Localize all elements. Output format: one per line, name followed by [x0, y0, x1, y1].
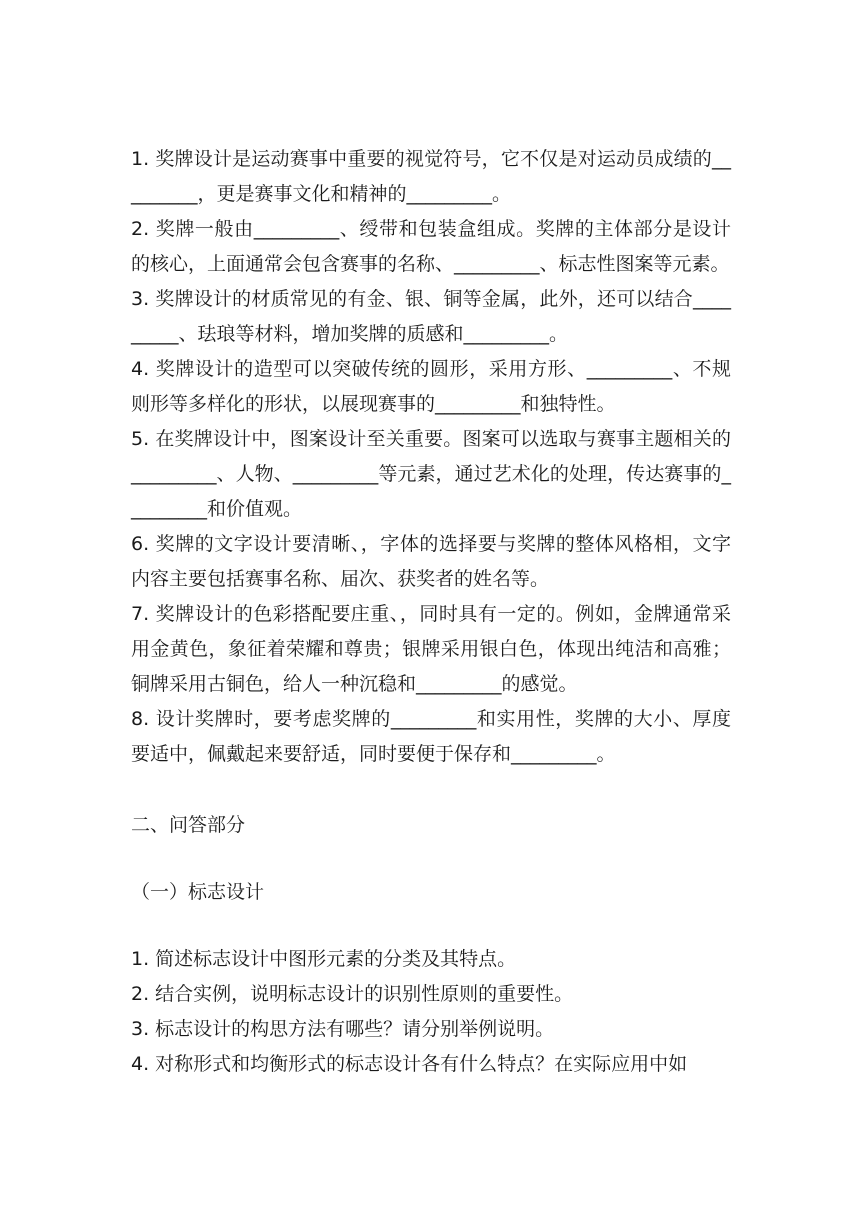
- question-item-4: 4. 对称形式和均衡形式的标志设计各有什么特点？在实际应用中如: [131, 1053, 688, 1075]
- fill-blank-item-8: 8. 设计奖牌时，要考虑奖牌的_________和实用性，奖牌的大小、厚度要适中，佩戴起来要舒适，同时要便于保存和_________。: [131, 708, 731, 765]
- fill-blank-item-3: 3. 奖牌设计的材质常见的有金、银、铜等金属，此外，还可以结合_________、珐琅等材料，增加奖牌的质感和_________。: [131, 288, 731, 345]
- fill-blank-item-5: 5. 在奖牌设计中，图案设计至关重要。图案可以选取与赛事主题相关的_________、人物、_________等元素，通过艺术化的处理，传达赛事的_________和价值观。: [131, 428, 731, 520]
- section-title: 二、问答部分: [131, 814, 246, 836]
- fill-blank-item-7: 7. 奖牌设计的色彩搭配要庄重、，同时具有一定的。例如，金牌通常采用金黄色，象征着荣耀和尊贵；银牌采用银白色，体现出纯洁和高雅；铜牌采用古铜色，给人一种沉稳和_________的感觉。: [131, 603, 731, 695]
- question-item-3: 3. 标志设计的构思方法有哪些？请分别举例说明。: [131, 1018, 555, 1040]
- fill-blank-item-4: 4. 奖牌设计的造型可以突破传统的圆形，采用方形、_________、不规则形等多样化的形状，以展现赛事的_________和独特性。: [131, 358, 731, 415]
- question-item-2: 2. 结合实例，说明标志设计的识别性原则的重要性。: [131, 983, 574, 1005]
- question-item-1: 1. 简述标志设计中图形元素的分类及其特点。: [131, 948, 517, 970]
- subsection-title: （一）标志设计: [131, 881, 265, 903]
- fill-blank-list: [131, 142, 731, 772]
- fill-blank-item-6: 6. 奖牌的文字设计要清晰、，字体的选择要与奖牌的整体风格相，文字内容主要包括赛事名称、届次、获奖者的姓名等。: [131, 533, 731, 590]
- document-content: [131, 142, 731, 1082]
- fill-blank-item-2: 2. 奖牌一般由_________、绶带和包装盒组成。奖牌的主体部分是设计的核心，上面通常会包含赛事的名称、_________、标志性图案等元素。: [131, 218, 731, 275]
- fill-blank-item-1: 1. 奖牌设计是运动赛事中重要的视觉符号，它不仅是对运动员成绩的_________，更是赛事文化和精神的_________。: [131, 148, 731, 205]
- question-list: [131, 942, 731, 1082]
